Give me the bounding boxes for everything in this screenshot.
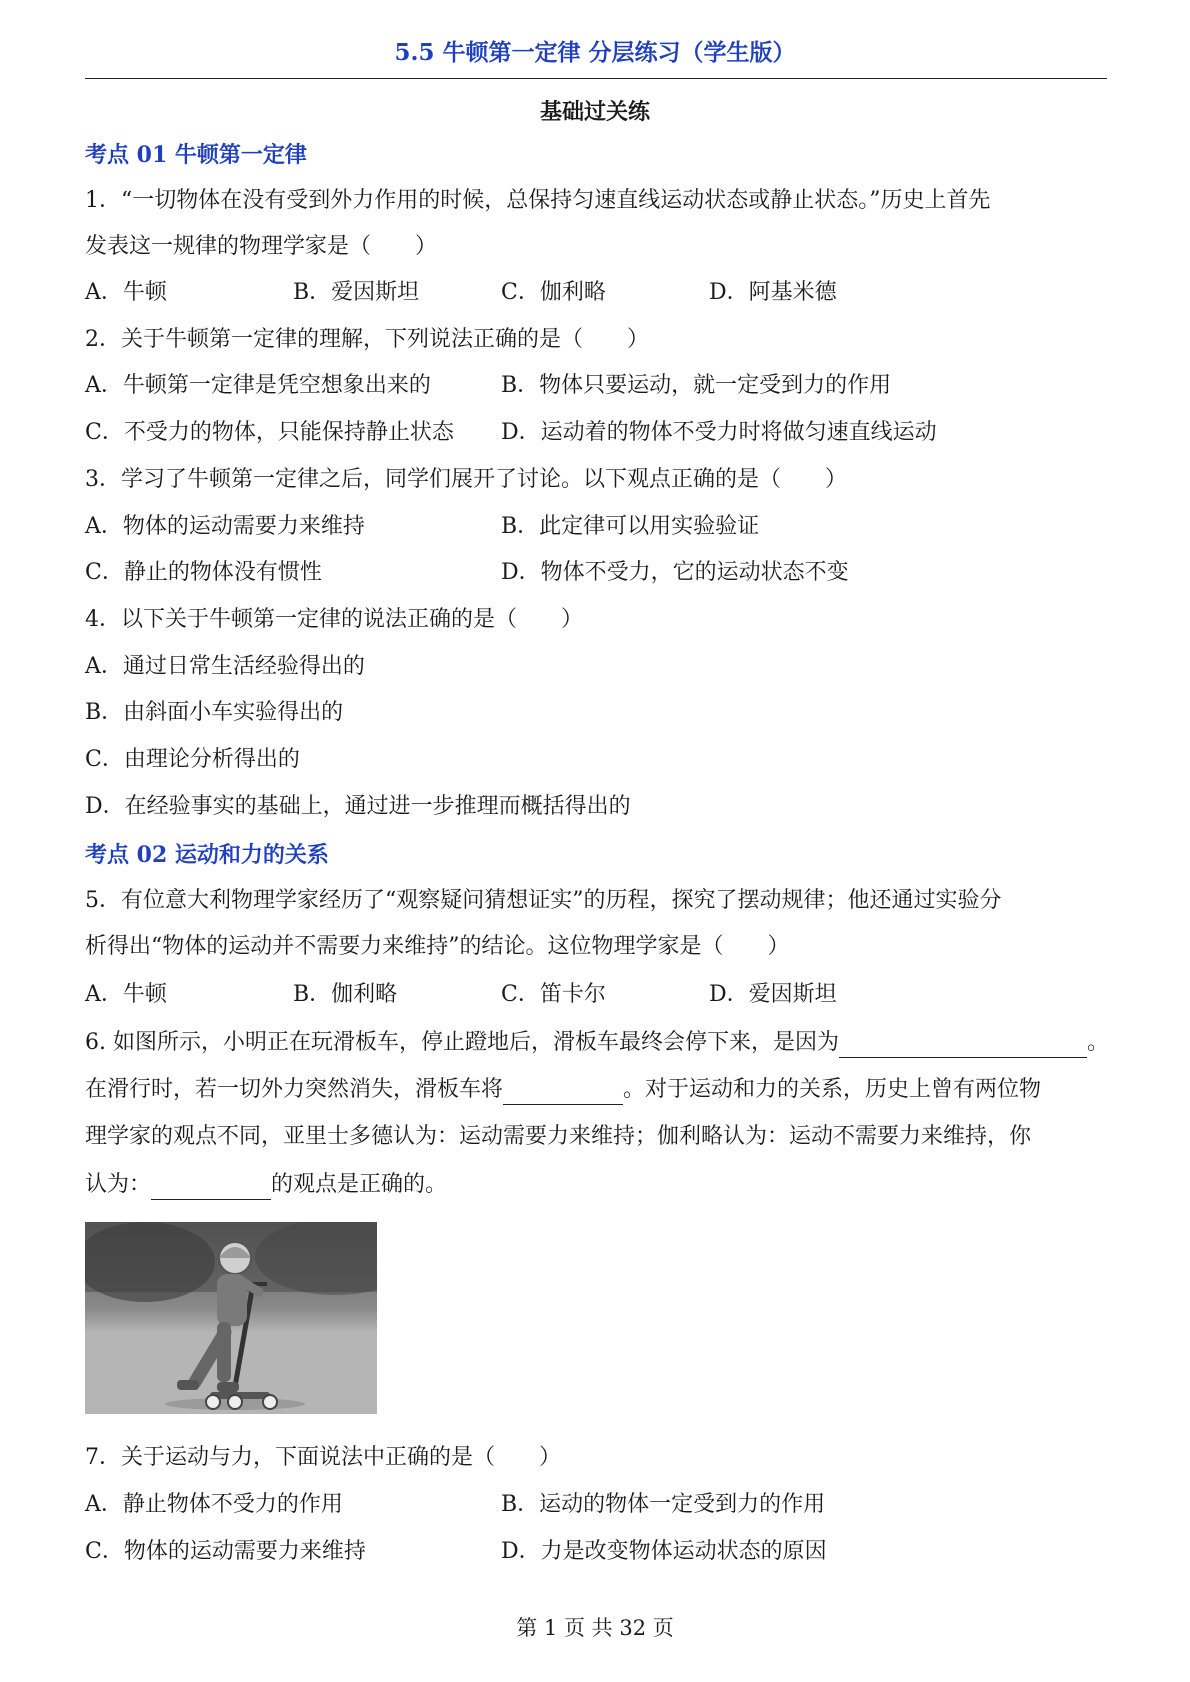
q6-line4-text: 认为： <box>85 1172 152 1197</box>
q6-line4 <box>85 1170 447 1200</box>
q2-option-a: A．牛顿第一定律是凭空想象出来的 <box>85 373 431 398</box>
q2-option-b: B．物体只要运动，就一定受到力的作用 <box>501 373 892 398</box>
q5-option-c: C．笛卡尔 <box>501 982 606 1007</box>
scooter-photo <box>85 1222 377 1414</box>
q6-line2-end: 。对于运动和力的关系，历史上曾有两位物 <box>623 1077 1042 1102</box>
q6-blank-1[interactable] <box>839 1033 1087 1058</box>
scooter-photo-illustration <box>85 1222 377 1414</box>
document-title: 5.5 牛顿第一定律 分层练习（学生版） <box>394 39 796 66</box>
q6-line2-text: 在滑行时，若一切外力突然消失，滑板车将 <box>85 1077 504 1102</box>
q5-stem-line1: 5．有位意大利物理学家经历了“观察疑问猜想证实”的历程，探究了摆动规律；他还通过实验分 <box>85 888 1002 913</box>
q3-stem: 3．学习了牛顿第一定律之后，同学们展开了讨论。以下观点正确的是（ ） <box>85 467 847 492</box>
q6-line2 <box>85 1075 1041 1105</box>
q3-option-b: B．此定律可以用实验验证 <box>501 514 760 539</box>
page-footer: 第 1 页 共 32 页 <box>516 1616 674 1640</box>
q4-option-a: A．通过日常生活经验得出的 <box>85 654 365 679</box>
q5-stem-line2: 析得出“物体的运动并不需要力来维持”的结论。这位物理学家是（ ） <box>85 934 790 959</box>
q6-line3: 理学家的观点不同，亚里士多德认为：运动需要力来维持；伽利略认为：运动不需要力来维持，你 <box>85 1124 1032 1149</box>
q3-options-row2 <box>85 558 1107 588</box>
q3-option-c: C．静止的物体没有惯性 <box>85 560 322 585</box>
q6-line1-text: 6. 如图所示，小明正在玩滑板车，停止蹬地后，滑板车最终会停下来，是因为 <box>85 1030 839 1055</box>
q3-option-d: D．物体不受力，它的运动状态不变 <box>501 560 849 585</box>
q1-stem-line1: 1．“一切物体在没有受到外力作用的时候，总保持匀速直线运动状态或静止状态。”历史上首先 <box>85 188 991 213</box>
q2-options-row2 <box>85 418 1107 448</box>
q7-options-row2 <box>85 1537 1107 1567</box>
q6-line4-end: 的观点是正确的。 <box>271 1172 448 1197</box>
q3-options-row1 <box>85 512 1107 542</box>
q6-line1 <box>85 1028 1109 1058</box>
q6-line1-end: 。 <box>1087 1030 1110 1055</box>
q1-option-a: A．牛顿 <box>85 280 167 305</box>
q4-option-b: B．由斜面小车实验得出的 <box>85 700 344 725</box>
q5-option-b: B．伽利略 <box>293 982 398 1007</box>
q1-option-c: C．伽利略 <box>501 280 606 305</box>
q2-option-c: C．不受力的物体，只能保持静止状态 <box>85 420 454 445</box>
q1-options <box>85 278 1107 308</box>
q6-blank-3[interactable] <box>151 1175 271 1200</box>
q6-blank-2[interactable] <box>503 1080 623 1105</box>
q7-option-d: D．力是改变物体运动状态的原因 <box>501 1539 827 1564</box>
kaodian-02-heading: 考点 02 运动和力的关系 <box>85 842 329 868</box>
header-divider <box>85 78 1107 79</box>
q4-option-c: C．由理论分析得出的 <box>85 747 300 772</box>
q2-options-row1 <box>85 371 1107 401</box>
q4-stem: 4．以下关于牛顿第一定律的说法正确的是（ ） <box>85 607 583 632</box>
q5-option-d: D．爱因斯坦 <box>709 982 837 1007</box>
q1-option-d: D．阿基米德 <box>709 280 837 305</box>
q7-options-row1 <box>85 1490 1107 1520</box>
q3-option-a: A．物体的运动需要力来维持 <box>85 514 365 539</box>
q1-stem-line2: 发表这一规律的物理学家是（ ） <box>85 234 438 259</box>
section-title: 基础过关练 <box>539 99 650 125</box>
q7-option-a: A．静止物体不受力的作用 <box>85 1492 343 1517</box>
q5-options <box>85 980 1107 1010</box>
q7-option-b: B．运动的物体一定受到力的作用 <box>501 1492 826 1517</box>
q4-option-d: D．在经验事实的基础上，通过进一步推理而概括得出的 <box>85 794 631 819</box>
q7-option-c: C．物体的运动需要力来维持 <box>85 1539 366 1564</box>
kaodian-01-heading: 考点 01 牛顿第一定律 <box>85 142 307 168</box>
q2-stem: 2．关于牛顿第一定律的理解，下列说法正确的是（ ） <box>85 327 649 352</box>
q7-stem: 7．关于运动与力，下面说法中正确的是（ ） <box>85 1445 561 1470</box>
q2-option-d: D．运动着的物体不受力时将做匀速直线运动 <box>501 420 937 445</box>
q1-option-b: B．爱因斯坦 <box>293 280 420 305</box>
q5-option-a: A．牛顿 <box>85 982 167 1007</box>
